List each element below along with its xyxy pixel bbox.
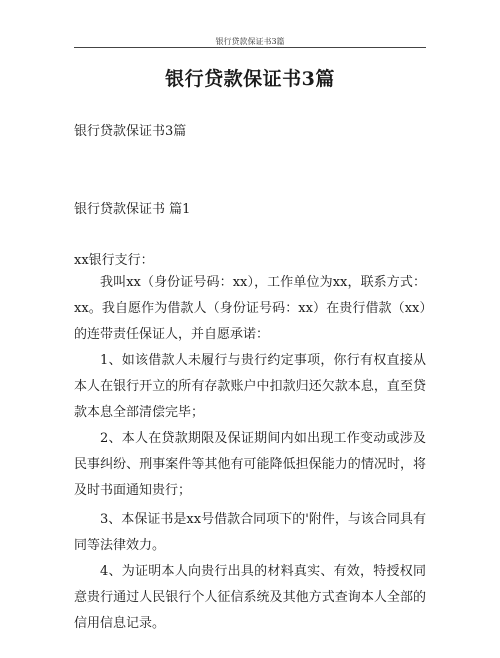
paragraph-intro: 我叫xx（身份证号码：xx），工作单位为xx，联系方式：xx。我自愿作为借款人（身份证号码：xx）在贵行借款（xx）的连带责任保证人，并自愿承诺： [74,275,426,342]
document-title: 银行贷款保证书3篇 [165,68,335,90]
salutation: xx银行支行： [74,253,154,268]
header-divider [74,47,426,48]
paragraph-item-2: 2、本人在贷款期限及保证期间内如出现工作变动或涉及民事纠纷、刑事案件等其他有可能降低担保能力的情况时，将及时书面通知贵行； [74,431,426,498]
paragraph-item-3: 3、本保证书是xx号借款合同项下的'附件，与该合同具有同等法律效力。 [74,512,426,553]
paragraph-item-4: 4、为证明本人向贵行出具的材料真实、有效，特授权同意贵行通过人民银行个人征信系统及其他方式查询本人全部的信用信息记录。 [74,564,426,631]
paragraph-item-1: 1、如该借款人未履行与贵行约定事项，你行有权直接从本人在银行开立的所有存款账户中扣款归还欠款本息，直至贷款本息全部清偿完毕； [74,353,426,420]
running-header: 银行贷款保证书3篇 [215,37,285,46]
document-subtitle: 银行贷款保证书3篇 [74,124,187,139]
section-heading: 银行贷款保证书 篇1 [74,202,191,217]
